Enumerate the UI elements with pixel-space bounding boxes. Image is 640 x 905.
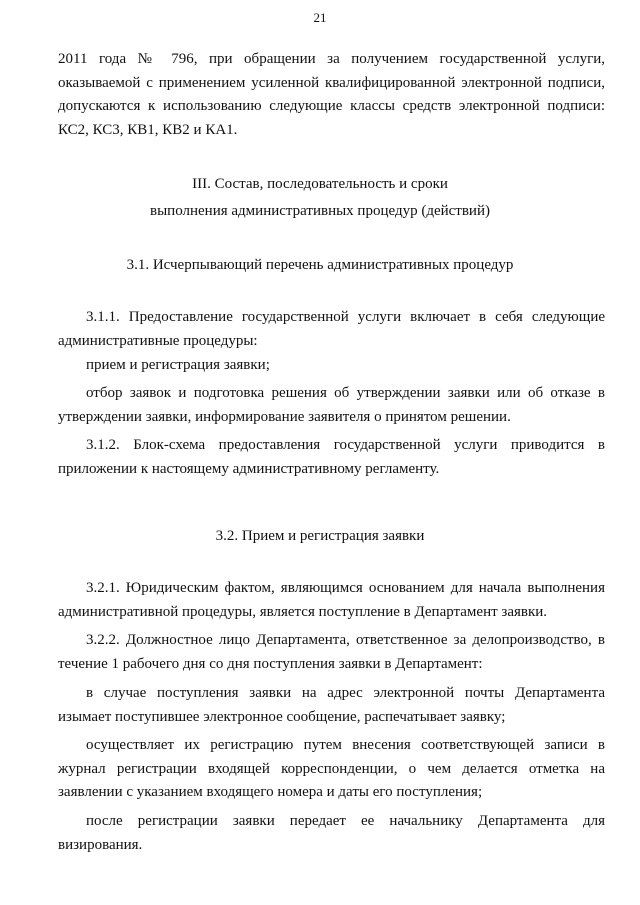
list-item-c: после регистрации заявки передает ее начальнику Департамента для визирования.: [58, 813, 605, 853]
section-heading-line-1: III. Состав, последовательность и сроки: [192, 176, 448, 192]
list-item-2: отбор заявок и подготовка решения об утверждении заявки или об отказе в утверждении заявки, информирование заявителя о принятом решении.: [58, 385, 605, 425]
paragraph-3-2-2: 3.2.2. Должностное лицо Департамента, ответственное за делопроизводство, в течение 1 рабочего дня со дня поступления заявки в Департамент:: [58, 632, 605, 672]
list-item-a: в случае поступления заявки на адрес электронной почты Департамента изымает поступившее электронное сообщение, распечатывает заявку;: [58, 685, 605, 725]
section-heading-line-2: выполнения административных процедур (действий): [150, 203, 490, 219]
page-number: 21: [313, 10, 327, 25]
list-item-1: прием и регистрация заявки;: [86, 357, 270, 373]
paragraph-3-2-1: 3.2.1. Юридическим фактом, являющимся основанием для начала выполнения административной процедуры, является поступление в Департамент заявки.: [58, 580, 605, 620]
subsection-3-1-heading: 3.1. Исчерпывающий перечень административных процедур: [126, 257, 514, 273]
subsection-3-2-heading: 3.2. Прием и регистрация заявки: [215, 528, 425, 544]
paragraph-3-1-2: 3.1.2. Блок-схема предоставления государственной услуги приводится в приложении к настоящему административному регламенту.: [58, 437, 605, 477]
list-item-b: осуществляет их регистрацию путем внесения соответствующей записи в журнал регистрации входящей корреспонденции, о чем делается отметка на заявлении с указанием входящего номера и даты его поступления;: [58, 737, 605, 800]
intro-paragraph: 2011 года № 796, при обращении за получением государственной услуги, оказываемой с применением усиленной квалифицированной электронной подписи, допускаются к использованию следующие классы средств электронной подписи: КС2, КС3, КВ1, КВ2 и КА1.: [58, 51, 605, 138]
paragraph-3-1-1: 3.1.1. Предоставление государственной услуги включает в себя следующие административные процедуры:: [58, 309, 605, 349]
